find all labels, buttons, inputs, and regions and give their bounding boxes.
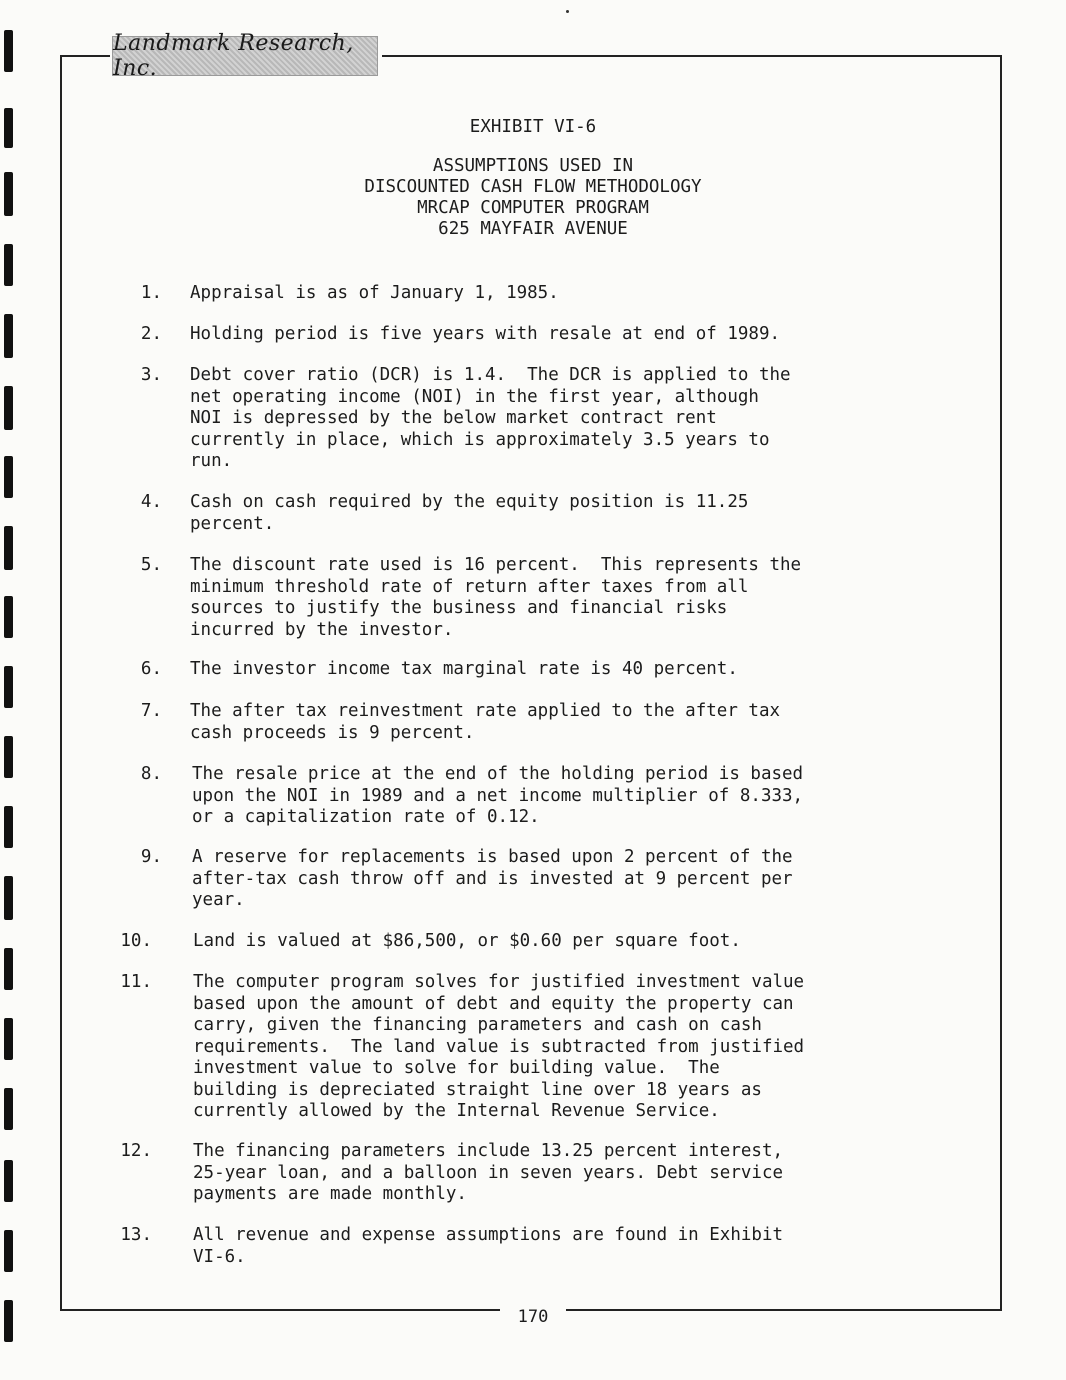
- item-line: Holding period is five years with resale at end of 1989.: [190, 324, 781, 344]
- item-line: currently in place, which is approximately 3.5 years to: [190, 429, 770, 450]
- item-line: Appraisal is as of January 1, 1985.: [190, 283, 559, 303]
- title-line-1: ASSUMPTIONS USED IN: [432, 156, 634, 176]
- item-line: building is depreciated straight line over 18 years as: [193, 1079, 762, 1100]
- item-line: after-tax cash throw off and is invested at 9 percent per: [192, 868, 793, 889]
- item-line: Land is valued at $86,500, or $0.60 per square foot.: [193, 931, 741, 951]
- item-number: 6.: [140, 659, 162, 679]
- item-line: 25-year loan, and a balloon in seven years. Debt service: [193, 1162, 784, 1183]
- item-line: The investor income tax marginal rate is 40 percent.: [190, 659, 738, 679]
- item-line: investment value to solve for building value. The: [193, 1058, 720, 1078]
- item-number: 4.: [140, 492, 162, 512]
- item-line: upon the NOI in 1989 and a net income multiplier of 8.333,: [192, 785, 804, 806]
- item-line: payments are made monthly.: [193, 1184, 467, 1204]
- item-number: 9.: [140, 847, 162, 867]
- item-number: 1.: [140, 283, 162, 303]
- item-number: 5.: [140, 555, 162, 575]
- item-line: The financing parameters include 13.25 percent interest,: [193, 1141, 784, 1161]
- item-number: 2.: [140, 324, 162, 344]
- item-line: A reserve for replacements is based upon 2 percent of the: [192, 847, 793, 867]
- page-number: 170: [500, 1307, 566, 1327]
- item-line: or a capitalization rate of 0.12.: [192, 807, 540, 827]
- item-line: NOI is depressed by the below market contract rent: [190, 408, 717, 428]
- item-number: 11.: [120, 972, 152, 992]
- title-line-3: MRCAP COMPUTER PROGRAM: [417, 198, 649, 218]
- item-line: The computer program solves for justified investment value: [193, 972, 805, 992]
- item-line: All revenue and expense assumptions are found in Exhibit: [193, 1225, 784, 1245]
- item-line: The resale price at the end of the holding period is based: [192, 764, 804, 784]
- item-line: carry, given the financing parameters and cash on cash: [193, 1015, 762, 1035]
- item-line: currently allowed by the Internal Revenue Service.: [193, 1101, 720, 1121]
- item-line: year.: [192, 890, 245, 910]
- paper-speck: [566, 10, 569, 13]
- item-number: 12.: [120, 1141, 152, 1161]
- item-number: 13.: [120, 1225, 152, 1245]
- exhibit-title: EXHIBIT VI-6: [469, 117, 597, 137]
- title-line-2: DISCOUNTED CASH FLOW METHODOLOGY: [364, 177, 702, 197]
- item-number: 7.: [140, 701, 162, 721]
- item-line: The after tax reinvestment rate applied to the after tax: [190, 701, 781, 721]
- item-line: The discount rate used is 16 percent. This represents the: [190, 555, 802, 575]
- item-line: requirements. The land value is subtracted from justified: [193, 1036, 805, 1057]
- item-line: incurred by the investor.: [190, 619, 454, 640]
- item-line: based upon the amount of debt and equity the property can: [193, 993, 794, 1014]
- company-logo: [112, 31, 378, 81]
- title-line-4: 625 MAYFAIR AVENUE: [438, 219, 628, 239]
- item-line: Debt cover ratio (DCR) is 1.4. The DCR is applied to the: [190, 365, 791, 385]
- item-number: 8.: [140, 764, 162, 784]
- item-line: VI-6.: [193, 1246, 246, 1267]
- item-number: 10.: [120, 931, 152, 951]
- item-line: sources to justify the business and financial risks: [190, 598, 728, 618]
- item-number: 3.: [140, 365, 162, 385]
- item-line: run.: [190, 451, 233, 471]
- item-line: cash proceeds is 9 percent.: [190, 722, 475, 743]
- item-line: net operating income (NOI) in the first year, although: [190, 386, 759, 407]
- item-line: percent.: [190, 513, 275, 534]
- item-line: Cash on cash required by the equity position is 11.25: [190, 492, 749, 512]
- company-logo-text: Landmark Research, Inc.: [113, 31, 354, 81]
- item-line: minimum threshold rate of return after taxes from all: [190, 576, 749, 597]
